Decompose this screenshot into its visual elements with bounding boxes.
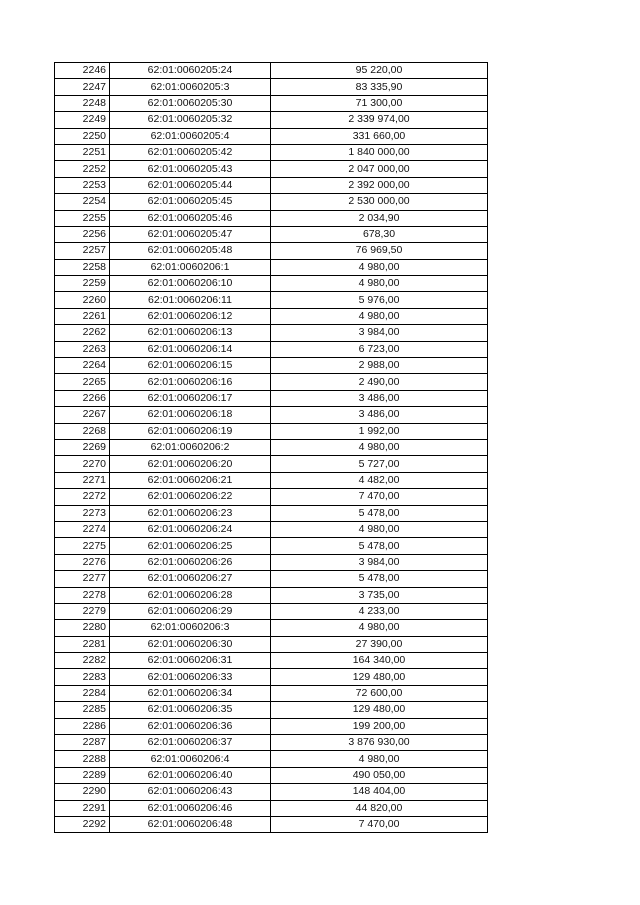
cadastral-value-cell: 331 660,00	[271, 128, 488, 144]
table-row	[55, 620, 488, 636]
cadastral-value-cell: 2 034,90	[271, 210, 488, 226]
table-row	[55, 259, 488, 275]
table-row	[55, 685, 488, 701]
cadastral-number-cell: 62:01:0060205:47	[110, 226, 271, 242]
row-number-cell: 2265	[55, 374, 110, 390]
table-row	[55, 800, 488, 816]
row-number-cell: 2252	[55, 161, 110, 177]
cadastral-value-cell: 4 980,00	[271, 439, 488, 455]
cadastral-value-cell: 1 992,00	[271, 423, 488, 439]
row-number-cell: 2262	[55, 325, 110, 341]
cadastral-value-cell: 2 988,00	[271, 358, 488, 374]
table-row	[55, 63, 488, 79]
row-number-cell: 2286	[55, 718, 110, 734]
table-row	[55, 407, 488, 423]
cadastral-value-cell: 5 478,00	[271, 505, 488, 521]
row-number-cell: 2249	[55, 112, 110, 128]
cadastral-number-cell: 62:01:0060206:10	[110, 276, 271, 292]
cadastral-value-cell: 4 233,00	[271, 603, 488, 619]
cadastral-value-cell: 6 723,00	[271, 341, 488, 357]
row-number-cell: 2259	[55, 276, 110, 292]
cadastral-value-cell: 72 600,00	[271, 685, 488, 701]
row-number-cell: 2263	[55, 341, 110, 357]
row-number-cell: 2285	[55, 702, 110, 718]
cadastral-number-cell: 62:01:0060206:29	[110, 603, 271, 619]
table-row	[55, 128, 488, 144]
cadastral-number-cell: 62:01:0060206:1	[110, 259, 271, 275]
row-number-cell: 2256	[55, 226, 110, 242]
cadastral-value-cell: 129 480,00	[271, 702, 488, 718]
cadastral-value-cell: 7 470,00	[271, 816, 488, 832]
row-number-cell: 2274	[55, 521, 110, 537]
cadastral-value-cell: 3 486,00	[271, 390, 488, 406]
row-number-cell: 2282	[55, 653, 110, 669]
row-number-cell: 2287	[55, 735, 110, 751]
table-row	[55, 571, 488, 587]
row-number-cell: 2270	[55, 456, 110, 472]
table-row	[55, 210, 488, 226]
table-row	[55, 308, 488, 324]
row-number-cell: 2288	[55, 751, 110, 767]
table-row	[55, 554, 488, 570]
table-row	[55, 243, 488, 259]
cadastral-number-cell: 62:01:0060206:3	[110, 620, 271, 636]
cadastral-number-cell: 62:01:0060205:43	[110, 161, 271, 177]
cadastral-value-cell: 83 335,90	[271, 79, 488, 95]
cadastral-number-cell: 62:01:0060206:34	[110, 685, 271, 701]
row-number-cell: 2275	[55, 538, 110, 554]
table-row	[55, 669, 488, 685]
table-row	[55, 79, 488, 95]
row-number-cell: 2267	[55, 407, 110, 423]
cadastral-number-cell: 62:01:0060206:43	[110, 784, 271, 800]
cadastral-value-cell: 164 340,00	[271, 653, 488, 669]
table-row	[55, 95, 488, 111]
table-row	[55, 341, 488, 357]
cadastral-number-cell: 62:01:0060206:14	[110, 341, 271, 357]
cadastral-number-cell: 62:01:0060206:25	[110, 538, 271, 554]
cadastral-value-cell: 2 530 000,00	[271, 194, 488, 210]
table-row	[55, 374, 488, 390]
cadastral-number-cell: 62:01:0060206:12	[110, 308, 271, 324]
cadastral-value-cell: 4 980,00	[271, 521, 488, 537]
cadastral-number-cell: 62:01:0060206:16	[110, 374, 271, 390]
cadastral-number-cell: 62:01:0060206:46	[110, 800, 271, 816]
cadastral-number-cell: 62:01:0060205:48	[110, 243, 271, 259]
cadastral-value-cell: 76 969,50	[271, 243, 488, 259]
cadastral-number-cell: 62:01:0060205:24	[110, 63, 271, 79]
table-row	[55, 472, 488, 488]
table-row	[55, 292, 488, 308]
row-number-cell: 2284	[55, 685, 110, 701]
cadastral-number-cell: 62:01:0060206:48	[110, 816, 271, 832]
row-number-cell: 2258	[55, 259, 110, 275]
table-row	[55, 456, 488, 472]
row-number-cell: 2278	[55, 587, 110, 603]
row-number-cell: 2254	[55, 194, 110, 210]
row-number-cell: 2276	[55, 554, 110, 570]
row-number-cell: 2292	[55, 816, 110, 832]
cadastral-number-cell: 62:01:0060206:26	[110, 554, 271, 570]
cadastral-value-cell: 2 392 000,00	[271, 177, 488, 193]
row-number-cell: 2277	[55, 571, 110, 587]
table-row	[55, 112, 488, 128]
table-body	[55, 63, 488, 833]
table-row	[55, 423, 488, 439]
row-number-cell: 2247	[55, 79, 110, 95]
cadastral-value-cell: 3 876 930,00	[271, 735, 488, 751]
table-row	[55, 390, 488, 406]
cadastral-number-cell: 62:01:0060205:42	[110, 144, 271, 160]
row-number-cell: 2255	[55, 210, 110, 226]
row-number-cell: 2246	[55, 63, 110, 79]
row-number-cell: 2250	[55, 128, 110, 144]
row-number-cell: 2281	[55, 636, 110, 652]
cadastral-value-cell: 5 478,00	[271, 538, 488, 554]
table-row	[55, 718, 488, 734]
cadastral-value-cell: 2 047 000,00	[271, 161, 488, 177]
row-number-cell: 2260	[55, 292, 110, 308]
row-number-cell: 2261	[55, 308, 110, 324]
table-row	[55, 439, 488, 455]
row-number-cell: 2279	[55, 603, 110, 619]
cadastral-value-cell: 2 339 974,00	[271, 112, 488, 128]
cadastral-number-cell: 62:01:0060206:31	[110, 653, 271, 669]
cadastral-value-cell: 4 482,00	[271, 472, 488, 488]
cadastral-number-cell: 62:01:0060206:27	[110, 571, 271, 587]
cadastral-value-cell: 199 200,00	[271, 718, 488, 734]
table-row	[55, 636, 488, 652]
cadastral-number-cell: 62:01:0060206:40	[110, 767, 271, 783]
cadastral-value-cell: 7 470,00	[271, 489, 488, 505]
cadastral-number-cell: 62:01:0060206:22	[110, 489, 271, 505]
table-row	[55, 784, 488, 800]
cadastral-number-cell: 62:01:0060206:4	[110, 751, 271, 767]
row-number-cell: 2268	[55, 423, 110, 439]
table-row	[55, 735, 488, 751]
cadastral-value-cell: 5 478,00	[271, 571, 488, 587]
table-row	[55, 702, 488, 718]
cadastral-number-cell: 62:01:0060206:11	[110, 292, 271, 308]
cadastral-value-cell: 27 390,00	[271, 636, 488, 652]
cadastral-number-cell: 62:01:0060206:23	[110, 505, 271, 521]
cadastral-value-cell: 4 980,00	[271, 276, 488, 292]
cadastral-value-cell: 3 735,00	[271, 587, 488, 603]
row-number-cell: 2271	[55, 472, 110, 488]
cadastral-value-cell: 5 727,00	[271, 456, 488, 472]
cadastral-number-cell: 62:01:0060206:28	[110, 587, 271, 603]
cadastral-value-table	[54, 62, 488, 833]
cadastral-number-cell: 62:01:0060206:17	[110, 390, 271, 406]
table-row	[55, 521, 488, 537]
cadastral-number-cell: 62:01:0060206:19	[110, 423, 271, 439]
cadastral-number-cell: 62:01:0060205:32	[110, 112, 271, 128]
row-number-cell: 2291	[55, 800, 110, 816]
cadastral-number-cell: 62:01:0060206:18	[110, 407, 271, 423]
cadastral-value-cell: 4 980,00	[271, 259, 488, 275]
row-number-cell: 2280	[55, 620, 110, 636]
cadastral-number-cell: 62:01:0060205:46	[110, 210, 271, 226]
table-row	[55, 194, 488, 210]
cadastral-value-cell: 4 980,00	[271, 308, 488, 324]
row-number-cell: 2266	[55, 390, 110, 406]
cadastral-number-cell: 62:01:0060206:35	[110, 702, 271, 718]
cadastral-number-cell: 62:01:0060205:3	[110, 79, 271, 95]
table-row	[55, 358, 488, 374]
table-row	[55, 653, 488, 669]
cadastral-value-cell: 95 220,00	[271, 63, 488, 79]
cadastral-number-cell: 62:01:0060206:24	[110, 521, 271, 537]
cadastral-value-cell: 678,30	[271, 226, 488, 242]
cadastral-value-cell: 148 404,00	[271, 784, 488, 800]
row-number-cell: 2289	[55, 767, 110, 783]
row-number-cell: 2273	[55, 505, 110, 521]
row-number-cell: 2283	[55, 669, 110, 685]
table-row	[55, 161, 488, 177]
cadastral-value-cell: 129 480,00	[271, 669, 488, 685]
table-row	[55, 144, 488, 160]
table-row	[55, 489, 488, 505]
cadastral-number-cell: 62:01:0060206:30	[110, 636, 271, 652]
cadastral-number-cell: 62:01:0060206:33	[110, 669, 271, 685]
cadastral-value-cell: 3 984,00	[271, 325, 488, 341]
row-number-cell: 2251	[55, 144, 110, 160]
table-row	[55, 276, 488, 292]
cadastral-number-cell: 62:01:0060206:36	[110, 718, 271, 734]
cadastral-number-cell: 62:01:0060206:20	[110, 456, 271, 472]
cadastral-number-cell: 62:01:0060206:21	[110, 472, 271, 488]
cadastral-value-cell: 4 980,00	[271, 751, 488, 767]
table-row	[55, 751, 488, 767]
cadastral-value-cell: 71 300,00	[271, 95, 488, 111]
row-number-cell: 2253	[55, 177, 110, 193]
table-row	[55, 587, 488, 603]
row-number-cell: 2257	[55, 243, 110, 259]
cadastral-value-cell: 490 050,00	[271, 767, 488, 783]
table-row	[55, 816, 488, 832]
row-number-cell: 2264	[55, 358, 110, 374]
cadastral-number-cell: 62:01:0060205:44	[110, 177, 271, 193]
table-row	[55, 226, 488, 242]
table-row	[55, 177, 488, 193]
table-row	[55, 505, 488, 521]
table-row	[55, 603, 488, 619]
table-row	[55, 538, 488, 554]
table-row	[55, 325, 488, 341]
row-number-cell: 2248	[55, 95, 110, 111]
cadastral-value-cell: 3 984,00	[271, 554, 488, 570]
cadastral-number-cell: 62:01:0060205:45	[110, 194, 271, 210]
table-row	[55, 767, 488, 783]
cadastral-value-cell: 5 976,00	[271, 292, 488, 308]
cadastral-value-cell: 44 820,00	[271, 800, 488, 816]
cadastral-number-cell: 62:01:0060205:30	[110, 95, 271, 111]
cadastral-number-cell: 62:01:0060206:37	[110, 735, 271, 751]
row-number-cell: 2269	[55, 439, 110, 455]
cadastral-value-cell: 2 490,00	[271, 374, 488, 390]
cadastral-number-cell: 62:01:0060205:4	[110, 128, 271, 144]
cadastral-number-cell: 62:01:0060206:2	[110, 439, 271, 455]
row-number-cell: 2272	[55, 489, 110, 505]
cadastral-number-cell: 62:01:0060206:13	[110, 325, 271, 341]
row-number-cell: 2290	[55, 784, 110, 800]
cadastral-value-cell: 1 840 000,00	[271, 144, 488, 160]
cadastral-number-cell: 62:01:0060206:15	[110, 358, 271, 374]
cadastral-value-cell: 3 486,00	[271, 407, 488, 423]
cadastral-value-cell: 4 980,00	[271, 620, 488, 636]
